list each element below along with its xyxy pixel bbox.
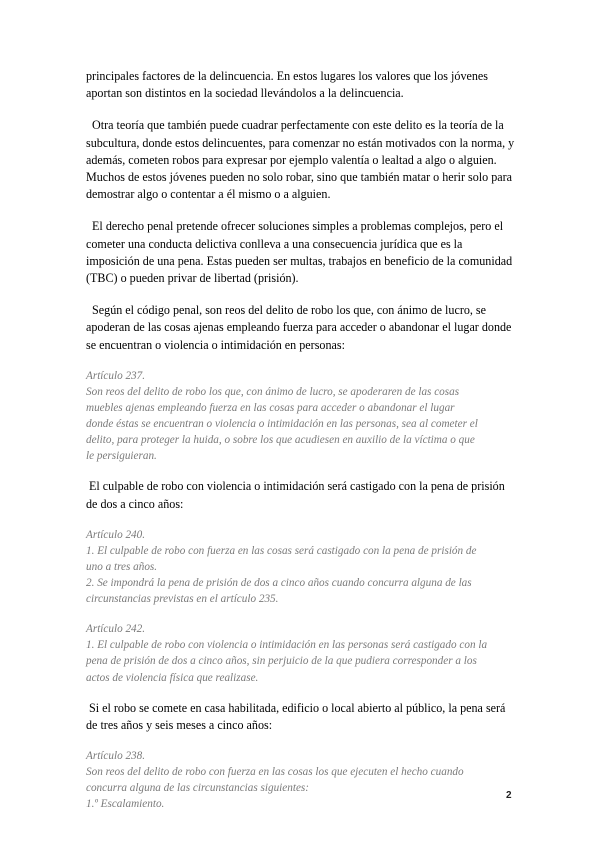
quote-line: Son reos del delito de robo los que, con ánimo de lucro, se apoderaren de las cosas bbox=[86, 385, 460, 398]
quote-line: circunstancias previstas en el artículo 235. bbox=[86, 593, 279, 606]
quote-line: delito, para proteger la huida, o sobre los que acudiesen en auxilio de la víctima o que bbox=[86, 434, 475, 447]
quote-heading: Artículo 242. bbox=[86, 623, 146, 636]
paragraph-delincuencia-factores bbox=[86, 68, 516, 102]
quote-line: 2. Se impondrá la pena de prisión de dos a cinco años cuando concurra alguna de las bbox=[86, 577, 472, 590]
text-line: cometer una conducta delictiva conlleva a una consecuencia jurídica que es la bbox=[86, 236, 463, 251]
paragraph-codigo-penal bbox=[86, 302, 516, 354]
quote-articulo-240 bbox=[86, 527, 516, 607]
quote-articulo-242 bbox=[86, 621, 516, 685]
text-line: apoderan de las cosas ajenas empleando fuerza para acceder o abandonar el lugar donde bbox=[86, 320, 512, 335]
paragraph-robo-violencia bbox=[86, 478, 516, 512]
text-line: (TBC) o pueden privar de libertad (prisión). bbox=[86, 271, 299, 286]
quote-heading: Artículo 240. bbox=[86, 528, 146, 541]
quote-line: actos de violencia física que realizase. bbox=[86, 671, 259, 684]
quote-line: uno a tres años. bbox=[86, 561, 158, 573]
paragraph-casa-habilitada bbox=[86, 700, 516, 734]
quote-line: muebles ajenas empleando fuerza en las cosas para acceder o abandonar el lugar bbox=[86, 402, 455, 415]
text-line: de dos a cinco años: bbox=[86, 496, 184, 511]
text-line: imposición de una pena. Estas pueden ser multas, trabajos en beneficio de la comunidad bbox=[86, 253, 513, 268]
text-line: Según el código penal, son reos del delito de robo los que, con ánimo de lucro, se bbox=[86, 303, 487, 318]
quote-line: 1. El culpable de robo con violencia o intimidación en las personas será castigado con la bbox=[86, 639, 488, 652]
text-line: de tres años y seis meses a cinco años: bbox=[86, 717, 273, 732]
document-page bbox=[86, 68, 516, 812]
quote-articulo-237 bbox=[86, 368, 516, 465]
quote-line: le persiguieran. bbox=[86, 450, 157, 463]
quote-heading: Artículo 237. bbox=[86, 369, 146, 382]
text-line: subcultura, donde estos delincuentes, para comenzar no están motivados con la norma, y bbox=[86, 135, 515, 150]
quote-line: 1. El culpable de robo con fuerza en las cosas será castigado con la pena de prisión de bbox=[86, 544, 477, 557]
quote-heading: Artículo 238. bbox=[86, 750, 146, 763]
quote-line: donde éstas se encuentran o violencia o intimidación en las personas, sea al cometer el bbox=[86, 418, 478, 431]
text-line: Otra teoría que también puede cuadrar perfectamente con este delito es la teoría de la bbox=[86, 118, 504, 133]
quote-articulo-238 bbox=[86, 748, 516, 812]
text-line: se encuentran o violencia o intimidación en personas: bbox=[86, 337, 345, 352]
text-line: El derecho penal pretende ofrecer soluciones simples a problemas complejos, pero el bbox=[86, 219, 504, 234]
quote-line: concurra alguna de las circunstancias siguientes: bbox=[86, 782, 309, 795]
text-line: principales factores de la delincuencia. En estos lugares los valores que los jóvenes bbox=[86, 69, 488, 83]
quote-line: 1.º Escalamiento. bbox=[86, 798, 165, 811]
paragraph-derecho-penal bbox=[86, 218, 516, 287]
text-line: aportan son distintos en la sociedad llevándolos a la delincuencia. bbox=[86, 86, 404, 101]
text-line: El culpable de robo con violencia o intimidación será castigado con la pena de prisión bbox=[86, 479, 505, 494]
text-line: además, cometen robos para expresar por ejemplo valentía o lealtad a algo o alguien. bbox=[86, 152, 497, 167]
text-line: Si el robo se comete en casa habilitada, edificio o local abierto al público, la pena será bbox=[86, 700, 506, 715]
text-line: Muchos de estos jóvenes pueden no solo robar, sino que también matar o herir solo para bbox=[86, 170, 513, 185]
page-number: 2 bbox=[506, 790, 512, 801]
quote-line: pena de prisión de dos a cinco años, sin perjuicio de la que pudiera corresponder a los bbox=[86, 655, 477, 668]
paragraph-teoria-subcultura bbox=[86, 117, 516, 203]
text-line: demostrar algo o contentar a él mismo o a alguien. bbox=[86, 187, 331, 202]
quote-line: Son reos del delito de robo con fuerza en las cosas los que ejecuten el hecho cuando bbox=[86, 766, 464, 779]
